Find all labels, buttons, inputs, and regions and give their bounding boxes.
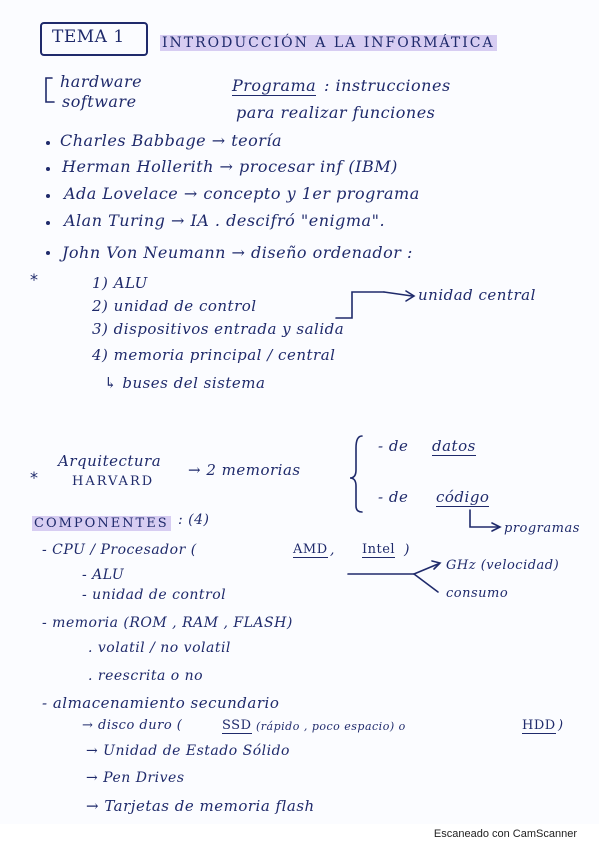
unidad-central-label: unidad central	[418, 286, 536, 304]
componentes-heading: COMPONENTES	[34, 516, 169, 531]
unidad-solido-line: → Unidad de Estado Sólido	[86, 743, 290, 759]
datos-word: datos	[432, 437, 476, 455]
person-lovelace: Ada Lovelace → concepto y 1er programa	[64, 184, 420, 203]
hdd-label: HDD	[522, 718, 556, 733]
almacenamiento-line: - almacenamiento secundario	[42, 694, 280, 712]
harvard-label: HARVARD	[72, 474, 155, 489]
programas-label: programas	[504, 521, 580, 536]
intel-label: Intel	[362, 542, 396, 557]
star-icon: *	[30, 468, 38, 487]
vn-item-1: 1) ALU	[92, 274, 148, 292]
cpu-line: - CPU / Procesador (	[42, 542, 197, 558]
vn-item-2: 2) unidad de control	[92, 297, 257, 315]
vn-item-4: 4) memoria principal / central	[92, 346, 336, 364]
dos-memorias: → 2 memorias	[188, 461, 301, 479]
comma: ,	[330, 542, 335, 558]
person-babbage: Charles Babbage → teoría	[60, 131, 283, 150]
programa-def-1: : instrucciones	[324, 76, 451, 95]
volatil-line: . volatil / no volatil	[88, 640, 231, 656]
camscanner-footer: Escaneado con CamScanner	[433, 828, 577, 840]
programa-def-2: para realizar funciones	[236, 103, 436, 122]
hardware-label: hardware	[60, 72, 143, 91]
tarjetas-line: → Tarjetas de memoria flash	[86, 797, 315, 815]
codigo-word: código	[436, 488, 490, 506]
person-hollerith: Herman Hollerith → procesar inf (IBM)	[62, 157, 398, 176]
tema-label: TEMA 1	[52, 27, 125, 47]
vn-item-3: 3) dispositivos entrada y salida	[92, 320, 345, 338]
page-title: INTRODUCCIÓN A LA INFORMÁTICA	[162, 35, 495, 51]
person-von-neumann: John Von Neumann → diseño ordenador :	[62, 243, 413, 262]
consumo-label: consumo	[446, 586, 509, 601]
close-paren: )	[404, 542, 410, 558]
programa-word: Programa	[232, 76, 317, 95]
disco-mid: (rápido , poco espacio) o	[256, 720, 406, 733]
buses-label: ↳ buses del sistema	[104, 374, 266, 392]
ghz-label: GHz (velocidad)	[446, 558, 560, 573]
memoria-line: - memoria (ROM , RAM , FLASH)	[42, 615, 293, 631]
star-icon: *	[30, 270, 38, 289]
cpu-alu: - ALU	[82, 567, 125, 583]
person-turing: Alan Turing → IA . descifró "enigma".	[64, 211, 386, 230]
de-datos-prefix: - de	[378, 437, 409, 455]
amd-label: AMD	[293, 542, 328, 557]
arquitectura-label: Arquitectura	[58, 452, 162, 470]
componentes-count: : (4)	[178, 512, 210, 528]
pen-drives-line: → Pen Drives	[86, 770, 185, 786]
disco-close: )	[558, 718, 564, 733]
software-label: software	[62, 92, 137, 111]
cpu-control: - unidad de control	[82, 587, 227, 603]
disco-prefix: → disco duro (	[82, 718, 183, 733]
ssd-label: SSD	[222, 718, 252, 733]
de-codigo-prefix: - de	[378, 488, 409, 506]
reescrita-line: . reescrita o no	[88, 668, 204, 684]
